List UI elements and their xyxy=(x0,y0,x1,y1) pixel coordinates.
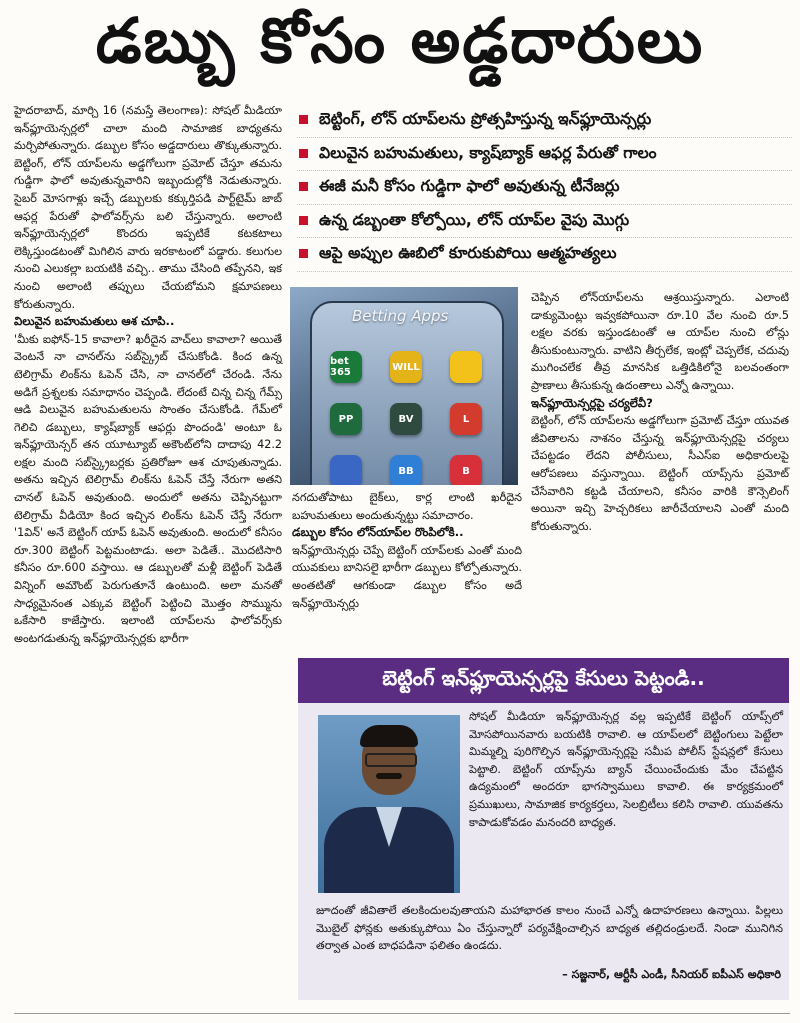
betting-apps-photo xyxy=(290,287,518,485)
middle-article-column xyxy=(292,489,522,612)
bullet-square-icon xyxy=(299,182,308,191)
right-paragraph-2: బెట్టింగ్, లోన్ యాప్‌లను అడ్డగోలుగా ప్రమోట్ చేస్తూ యువత జీవితాలను నాశనం చేస్తున్న ఇన్‌ఫ్లూయెన్సర్లపై చర్యలు చేపట్టడం లేదని పోలీసులు, సీఎస్‌ఐ అధికారులపై ఆరోపణలు వస్తున్నాయి. బెట్టింగ్ యాప్స్‌ను ప్రమోట్ చేసేవారిని కట్టడి చేయాలని, కనీసం వారికి కౌన్సెలింగ్ అయినా ఇచ్చి హెచ్చరికలు జారీచేయాలని ఎంతో మంది కోరుతున్నారు. xyxy=(531,414,789,533)
app-icon: WILL xyxy=(390,351,422,383)
bottom-rule xyxy=(14,1013,790,1014)
app-icon: BV xyxy=(390,403,422,435)
bullet-item: విలువైన బహుమతులు, క్యాష్‌బ్యాక్ ఆఫర్ల పేరుతో గాలం xyxy=(297,138,792,172)
app-icon: BB xyxy=(390,455,422,485)
app-icon: bet 365 xyxy=(330,351,362,383)
middle-paragraph-1: నగదుతోపాటు బైక్‌లు, కార్ల లాంటి ఖరీదైన బహుమతులు అందుతున్నట్టు సమాచారం. xyxy=(292,491,522,522)
bullet-item: ఈజీ మనీ కోసం గుడ్డిగా ఫాలో అవుతున్న టీనేజర్లు xyxy=(297,171,792,205)
app-icon: L xyxy=(450,403,482,435)
right-subheading: ఇన్‌ఫ్లూయెన్సర్లపై చర్యలేవీ? xyxy=(531,395,653,410)
bullet-square-icon xyxy=(299,149,308,158)
bullet-item: ఉన్న డబ్బంతా కోల్పోయి, లోన్ యాప్‌ల వైపు మొగ్గు xyxy=(297,205,792,239)
left-paragraph-2: 'మీకు ఐఫోన్-15 కావాలా? ఖరీదైన వాచ్‌లు కావాలా? అయితే వెంటనే నా చానల్‌ను సబ్‌స్క్రైబ్ చేసుకోండి. కింద ఉన్న టెలిగ్రామ్ లింక్‌ను ఓపెన్ చేసి, నా చానల్‌లో చేరండి. నేను అడిగే ప్రశ్నలకు సమాధానం చెప్పండి. లేదంటే చిన్న చిన్న గేమ్స్ ఆడి విలువైన బహుమతులను సొంతం చేసుకోండి. గేమ్‌లో గెలిచి డబ్బులు, క్యాష్‌బ్యాక్ ఆఫర్లు పొందండి' అంటూ ఓ ఇన్‌ఫ్లూయెన్సర్ తన యూట్యూబ్ అకౌంట్‌లోని దాదాపు 42.2 లక్షల మంది సబ్‌స్క్రైబర్లకు ప్రతిరోజూ ఆశ చూపుతున్నాడు. అతను ఇచ్చిన టెలిగ్రామ్ లింక్‌ను ఓపెన్ చేస్తే నేరుగా అతని చానల్ ఓపెన్ అవుతుంది. అందులో అతను చెప్పినట్టుగా టెలిగ్రామ్ వీడియో కింద ఇచ్చిన లింక్‌ను ఓపెన్ చేస్తే నేరుగా '1విన్' అనే బెట్టింగ్ యాప్ ఓపెన్ అవుతుంది. అందులో కనీసం రూ.300 బెట్టింగ్ పెట్టమంటాడు. అలా పెడితే.. మొదటిసారి కనీసం రూ.600 వస్తాయి. ఆ డబ్బులతో మళ్లీ బెట్టింగ్ పెడితే విన్నింగ్ అమౌంట్ పెరుగుతూనే ఉంటుంది. అలా మనతో సాధ్యమైనంత ఎక్కువ బెట్టింగ్ పెట్టించి మొత్తం సొమ్మును ఒకేసారి కాజేస్తారు. ఇలాంటి యాప్‌లను ఫాలోవర్స్‌కు అంటగడుతున్న ఇన్‌ఫ్లూయెన్సర్లకు భారీగా xyxy=(14,332,282,645)
app-icon xyxy=(330,455,362,485)
left-article-column xyxy=(14,102,282,647)
app-icon: B xyxy=(450,455,482,485)
bullet-item: బెట్టింగ్, లోన్ యాప్‌లను ప్రోత్సహిస్తున్న ఇన్‌ఫ్లూయెన్సర్లు xyxy=(297,104,792,138)
phone-screen xyxy=(310,301,504,485)
bullet-square-icon xyxy=(299,115,308,124)
middle-subheading: డబ్బుల కోసం లోన్‌యాప్‌ల రొంపిలోకి.. xyxy=(292,525,464,540)
bullet-item: ఆపై అప్పుల ఊబిలో కూరుకుపోయి ఆత్మహత్యలు xyxy=(297,238,792,272)
quote-banner: బెట్టింగ్ ఇన్‌ఫ్లూయెన్సర్లపై కేసులు పెట్టండి.. xyxy=(298,658,789,703)
quote-box xyxy=(298,658,789,1000)
bullet-square-icon xyxy=(299,249,308,258)
quote-text-1: సోషల్ మీడియా ఇన్‌ఫ్లూయెన్సర్ల వల్ల ఇప్పటికే బెట్టింగ్ యాప్స్‌లో మోసపోయినవారు బయటికి రావాలి. ఆ యాప్‌లలో బెట్టింగులు పెట్టేలా మిమ్మల్ని పురిగొల్పిన ఇన్‌ఫ్లూయెన్సర్లపై సమీప పోలీస్ స్టేషన్లలో కేసులు పెట్టాలి. బెట్టింగ్ యాప్స్‌ను బ్యాన్ చేయించేందుకు మేం చేపట్టిన ఉద్యమంలో అందరూ భాగస్వాములు కావాలి. ఈ కార్యక్రమంలో ప్రముఖులు, సామాజిక కార్యకర్తలు, సెలబ్రిటీలు కలిసి రావాలి. యువతను కాపాడుకోవడం మనందరి బాధ్యత. xyxy=(469,710,783,829)
middle-paragraph-2: ఇన్‌ఫ్లూయెన్సర్లు చెప్పే బెట్టింగ్ యాప్‌లకు ఎంతో మంది యువకులు బానిసలై భారీగా డబ్బులు కోల్పోతున్నారు. అంతటితో ఆగకుండా డబ్బుల కోసం అదే ఇన్‌ఫ్లూయెన్సర్లు xyxy=(292,543,522,610)
highlight-bullets xyxy=(297,104,792,272)
right-paragraph-1: చెప్పిన లోన్‌యాప్‌లను ఆశ్రయిస్తున్నారు. ఎలాంటి డాక్యుమెంట్లు ఇవ్వకపోయినా రూ.10 వేల నుంచి రూ.5 లక్షల వరకు ఇస్తుండటంతో ఆ యాప్‌ల నుంచి లోన్లు తీసుకుంటున్నారు. వాటిని తీర్చలేక, ఇంట్లో చెప్పలేక, చదువు ముగించలేక తీవ్ర మానసిక ఒత్తిడికిలోనై బలవంతంగా ప్రాణాలు తీసుకున్న ఉదంతాలు ఎన్నో ఉన్నాయి. xyxy=(531,291,789,392)
bullet-square-icon xyxy=(299,216,308,225)
official-portrait xyxy=(318,715,460,893)
page-headline: డబ్బు కోసం అడ్డదారులు xyxy=(95,4,705,77)
left-subheading: విలువైన బహుమతులు ఆశ చూపి.. xyxy=(14,314,175,329)
quote-text-2: జూదంతో జీవితాలే తలకిందులవుతాయని మహాభారత కాలం నుంచే ఎన్నో ఉదాహరణలు ఉన్నాయి. పిల్లలు మొబైల్ ఫోన్లకు అతుక్కుపోయి ఏం చేస్తున్నారో పర్యవేక్షించాల్సిన బాధ్యత తల్లిదండ్రులదే. నిండా మునిగిన తర్వాత ఎంత బాధపడినా ఫలితం ఉండదు. xyxy=(316,904,783,953)
left-paragraph-1: హైదరాబాద్, మార్చి 16 (నమస్తే తెలంగాణ): సోషల్ మీడియా ఇన్‌ఫ్లూయెన్సర్లలో చాలా మంది సామాజిక బాధ్యతను మర్చిపోతున్నారు. డబ్బుల కోసం అడ్డదారులు తొక్కుతున్నారు. బెట్టింగ్, లోన్ యాప్‌లను అడ్డగోలుగా ప్రమోట్ చేస్తూ తమను గుడ్డిగా ఫాలో అవుతున్నవారిని ఇబ్బందుల్లోకి నెడుతున్నారు. సైబర్ మోసగాళ్లు ఇచ్చే డబ్బులకు కక్కుర్తిపడి పార్ట్‌టైమ్ జాబ్ ఆఫర్ల పేరుతో ఫాలోవర్స్‌ను బలి చేస్తున్నారు. అలాంటి ఇన్‌ఫ్లూయెన్సర్లలో కొందరు ఇప్పటికే కటకటాలు లెక్కిస్తుండటంతో మిగిలిన వారు ఇరకాటంలో పడ్డారు. కలుగుల నుంచి ఎలుకల్లా బయటికి వచ్చి.. తాము చేసింది తప్పేనని, ఇక నుంచి అలాంటి తప్పులు చేయబోమని క్షమాపణలు కోరుతున్నారు. xyxy=(14,104,282,311)
right-article-column xyxy=(531,289,789,535)
app-icon: PP xyxy=(330,403,362,435)
quote-signature: – సజ్జనార్, ఆర్టీసీ ఎండీ, సీనియర్ ఐపీఎస్ అధికారి xyxy=(562,968,781,981)
app-icon xyxy=(450,351,482,383)
phone-folder-title: Betting Apps xyxy=(352,307,449,325)
